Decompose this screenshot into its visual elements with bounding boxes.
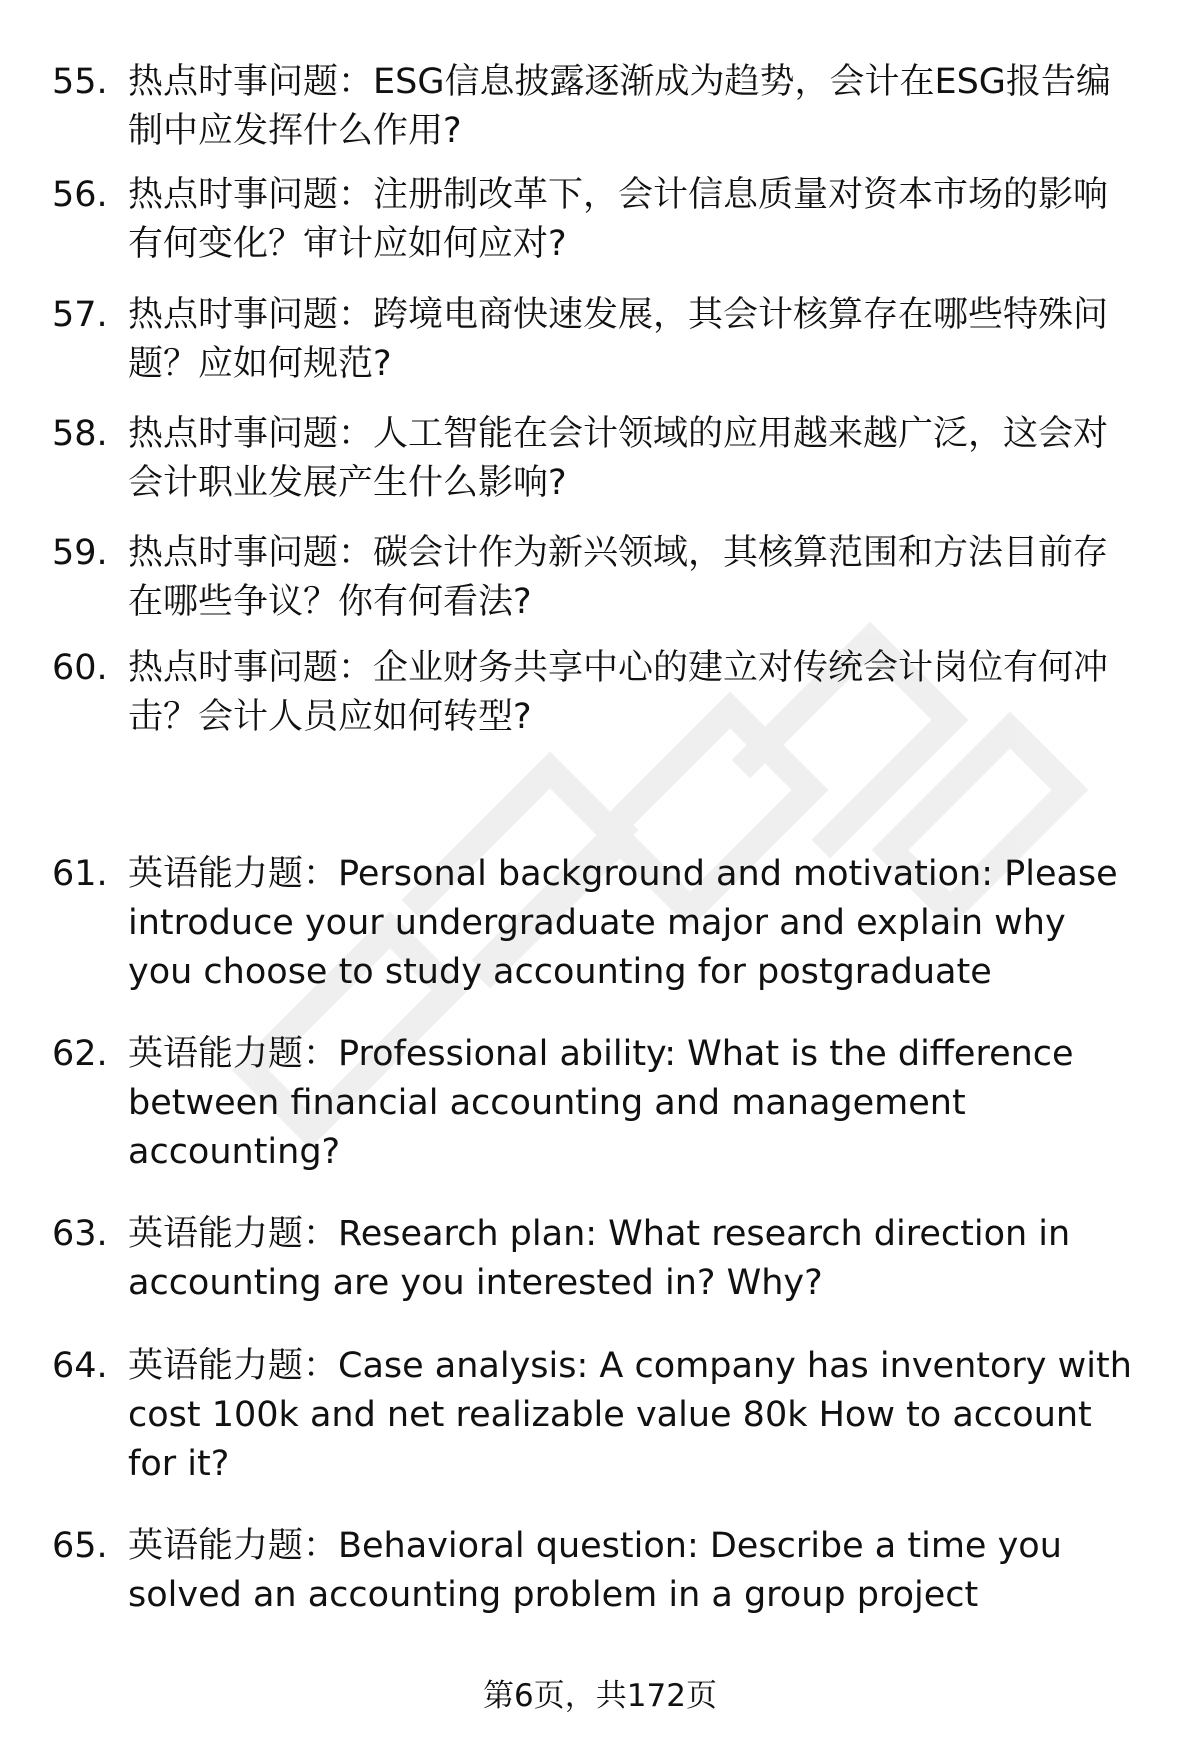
question-category: 英语能力题：: [128, 1214, 339, 1254]
question-text: [128, 1522, 1138, 1620]
question-body: Professional ability: What is the difference between financial accounting and management accounting?: [128, 1034, 1074, 1172]
question-text: [128, 410, 1138, 508]
question-body: Behavioral question: Describe a time you solved an accounting problem in a group project: [128, 1526, 1062, 1615]
question-text: [128, 291, 1138, 389]
page-footer: 第6页，共172页: [483, 1678, 717, 1714]
question-body: Case analysis: A company has inventory with cost 100k and net realizable value 80k How to account for it?: [128, 1346, 1132, 1484]
question-number: 56.: [52, 175, 108, 215]
question-body: 注册制改革下，会计信息质量对资本市场的影响有何变化？审计应如何应对?: [128, 175, 1109, 264]
question-number: 57.: [52, 295, 108, 335]
question-number: 61.: [52, 854, 108, 894]
question-body: ESG信息披露逐渐成为趋势，会计在ESG报告编制中应发挥什么作用?: [128, 62, 1111, 151]
question-text: [128, 58, 1138, 156]
question-body: 企业财务共享中心的建立对传统会计岗位有何冲击？会计人员应如何转型?: [128, 648, 1109, 737]
question-number: 59.: [52, 533, 108, 573]
question-category: 热点时事问题：: [128, 533, 374, 573]
question-category: 热点时事问题：: [128, 175, 374, 215]
question-text: [128, 644, 1138, 742]
question-number: 58.: [52, 414, 108, 454]
question-number: 62.: [52, 1034, 108, 1074]
question-category: 英语能力题：: [128, 1034, 339, 1074]
question-text: [128, 1030, 1138, 1177]
question-number: 60.: [52, 648, 108, 688]
question-body: Research plan: What research direction in accounting are you interested in? Why?: [128, 1214, 1071, 1303]
question-body: 人工智能在会计领域的应用越来越广泛，这会对会计职业发展产生什么影响?: [128, 414, 1109, 503]
question-category: 英语能力题：: [128, 1346, 339, 1386]
question-category: 热点时事问题：: [128, 62, 374, 102]
question-text: [128, 529, 1138, 627]
question-text: [128, 850, 1138, 997]
question-number: 65.: [52, 1526, 108, 1566]
question-number: 55.: [52, 62, 108, 102]
question-text: [128, 1342, 1138, 1489]
question-body: Personal background and motivation: Please introduce your undergraduate major and explain why you choose to study accounting for postgraduate: [128, 854, 1118, 992]
question-body: 碳会计作为新兴领域，其核算范围和方法目前存在哪些争议？你有何看法?: [128, 533, 1109, 622]
question-text: [128, 171, 1138, 269]
question-category: 英语能力题：: [128, 854, 339, 894]
question-number: 64.: [52, 1346, 108, 1386]
question-number: 63.: [52, 1214, 108, 1254]
question-category: 热点时事问题：: [128, 414, 374, 454]
question-body: 跨境电商快速发展，其会计核算存在哪些特殊问题？应如何规范?: [128, 295, 1109, 384]
question-category: 热点时事问题：: [128, 295, 374, 335]
question-text: [128, 1210, 1138, 1308]
question-category: 英语能力题：: [128, 1526, 339, 1566]
question-category: 热点时事问题：: [128, 648, 374, 688]
